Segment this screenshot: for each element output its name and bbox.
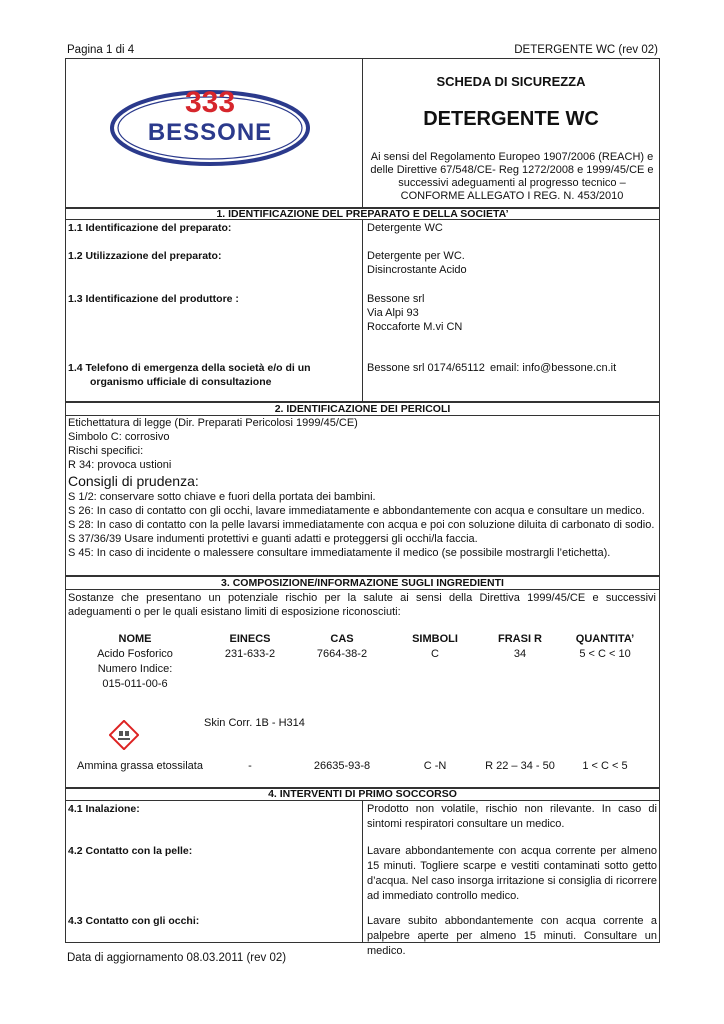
first-aid-eyes-text: Lavare subito abbondantemente con acqua corrente a palpebre aperte per almeno 15 minuti. Consultare un medico. [367,915,657,957]
ingredient-2-frasi: R 22 – 34 - 50 [485,760,555,772]
safety-phrase-s26: S 26: In caso di contatto con gli occhi, lavare immediatamente e abbondantemente con acqua e consultare un medico. [68,505,645,517]
ingredient-1-simboli: C [431,648,439,660]
field-1-3-label: 1.3 Identificazione del produttore : [68,293,239,305]
corrosive-pictogram-icon [109,720,139,750]
first-aid-skin-label: 4.2 Contatto con la pelle: [68,845,193,857]
ingredient-1-name: Acido Fosforico [97,648,173,660]
producer-street: Via Alpi 93 [367,307,419,319]
ingredient-2-quantita: 1 < C < 5 [582,760,628,772]
labelling-text: Etichettatura di legge (Dir. Preparati Pericolosi 1999/45/CE) [68,417,358,429]
producer-city: Roccaforte M.vi CN [367,321,463,333]
safety-phrase-s45: S 45: In caso di incidente o malessere consultare immediatamente il medico (se possibile mostrargli l’etichetta). [68,547,611,559]
field-1-2-value-line1: Detergente per WC. [367,250,465,262]
field-1-2-label: 1.2 Utilizzazione del preparato: [68,250,222,262]
symbol-text: Simbolo C: corrosivo [68,431,170,443]
composition-intro: Sostanze che presentano un potenziale rischio per la salute ai sensi della Direttiva 1999/45/CE e successivi adeguamenti o per le quali esistano limiti di esposizione riconosciuti: [68,592,656,618]
section-4-heading: 4. INTERVENTI DI PRIMO SOCCORSO [268,788,457,800]
ingredient-1-index: 015-011-00-6 [102,678,168,690]
section-2-heading: 2. IDENTIFICAZIONE DEI PERICOLI [274,403,451,415]
ingredient-1-cas: 7664-38-2 [316,648,368,660]
contact-email[interactable]: email: info@bessone.cn.it [490,362,617,374]
col-einecs: EINECS [229,633,271,645]
emergency-phone: Bessone srl 0174/65112 [367,362,485,374]
ingredient-1-frasi: 34 [513,648,527,660]
product-title: DETERGENTE WC [423,108,599,130]
col-frasi-r: FRASI R [498,633,542,645]
clp-classification: Skin Corr. 1B - H314 [204,717,305,729]
safety-phrase-s1-2: S 1/2: conservare sotto chiave e fuori della portata dei bambini. [68,491,376,503]
field-1-2-value-line2: Disincrostante Acido [367,264,467,276]
ingredient-1-quantita: 5 < C < 10 [579,648,631,660]
first-aid-inhalation-text: Prodotto non volatile, rischio non rilevante. In caso di sintomi respiratori consultare un medico. [367,803,657,830]
logo-wordmark: BESSONE [147,119,273,146]
safety-phrase-s28: S 28: In caso di contatto con la pelle lavarsi immediatamente con acqua e poi con soluzione diluita di carbonato di sodio. [68,519,655,531]
ingredient-1-index-label: Numero Indice: [97,663,173,675]
bessone-logo-icon [110,82,310,166]
risk-phrase-r34: R 34: provoca ustioni [68,459,172,471]
field-1-4-label-line1: 1.4 Telefono di emergenza della società e/o di un [68,362,311,374]
col-quantita: QUANTITA’ [575,633,635,645]
field-1-4-label-line2: organismo ufficiale di consultazione [90,376,272,388]
precautions-heading: Consigli di prudenza: [68,473,199,489]
document-reference: DETERGENTE WC (rev 02) [514,44,658,56]
producer-name: Bessone srl [367,293,425,305]
logo-mark: 333 [184,86,236,119]
company-logo [110,82,310,166]
regulation-note: Ai sensi del Regolamento Europeo 1907/2006 (REACH) e delle Direttive 67/548/CE- Reg 1272/2008 e 1999/45/CE e successivi adeguamenti al progresso tecnico – CONFORME ALLEGATO I REG. N. 453/2010 [370,151,654,202]
safety-phrase-s37: S 37/36/39 Usare indumenti protettivi e guanti adatti e proteggersi gli occhi/la faccia. [68,533,478,545]
section-1-heading: 1. IDENTIFICAZIONE DEL PREPARATO E DELLA SOCIETA’ [216,208,509,220]
first-aid-skin-text: Lavare abbondantemente con acqua corrente per almeno 15 minuti. Togliere scarpe e vestiti contaminati sotto getto d’acqua. Nel caso insorga irritazione si consiglia di ricorrere ad immediato controllo medico. [367,845,657,902]
ingredient-2-name: Ammina grassa etossilata [77,760,203,772]
field-1-1-value: Detergente WC [367,222,443,234]
ingredient-2-cas: 26635-93-8 [313,760,371,772]
ingredient-2-simboli: C -N [423,760,447,772]
update-date: Data di aggiornamento 08.03.2011 (rev 02) [67,952,287,964]
ingredient-1-einecs: 231-633-2 [224,648,276,660]
first-aid-eyes-label: 4.3 Contatto con gli occhi: [68,915,200,927]
col-simboli: SIMBOLI [412,633,458,645]
col-nome: NOME [118,633,152,645]
col-cas: CAS [330,633,354,645]
section-3-heading: 3. COMPOSIZIONE/INFORMAZIONE SUGLI INGREDIENTI [221,577,504,589]
specific-risks-label: Rischi specifici: [68,445,144,457]
first-aid-inhalation-label: 4.1 Inalazione: [68,803,140,815]
sheet-kicker: SCHEDA DI SICUREZZA [436,74,586,89]
field-1-1-label: 1.1 Identificazione del preparato: [68,222,232,234]
ingredient-2-einecs: - [248,760,252,772]
page-number: Pagina 1 di 4 [67,44,135,56]
